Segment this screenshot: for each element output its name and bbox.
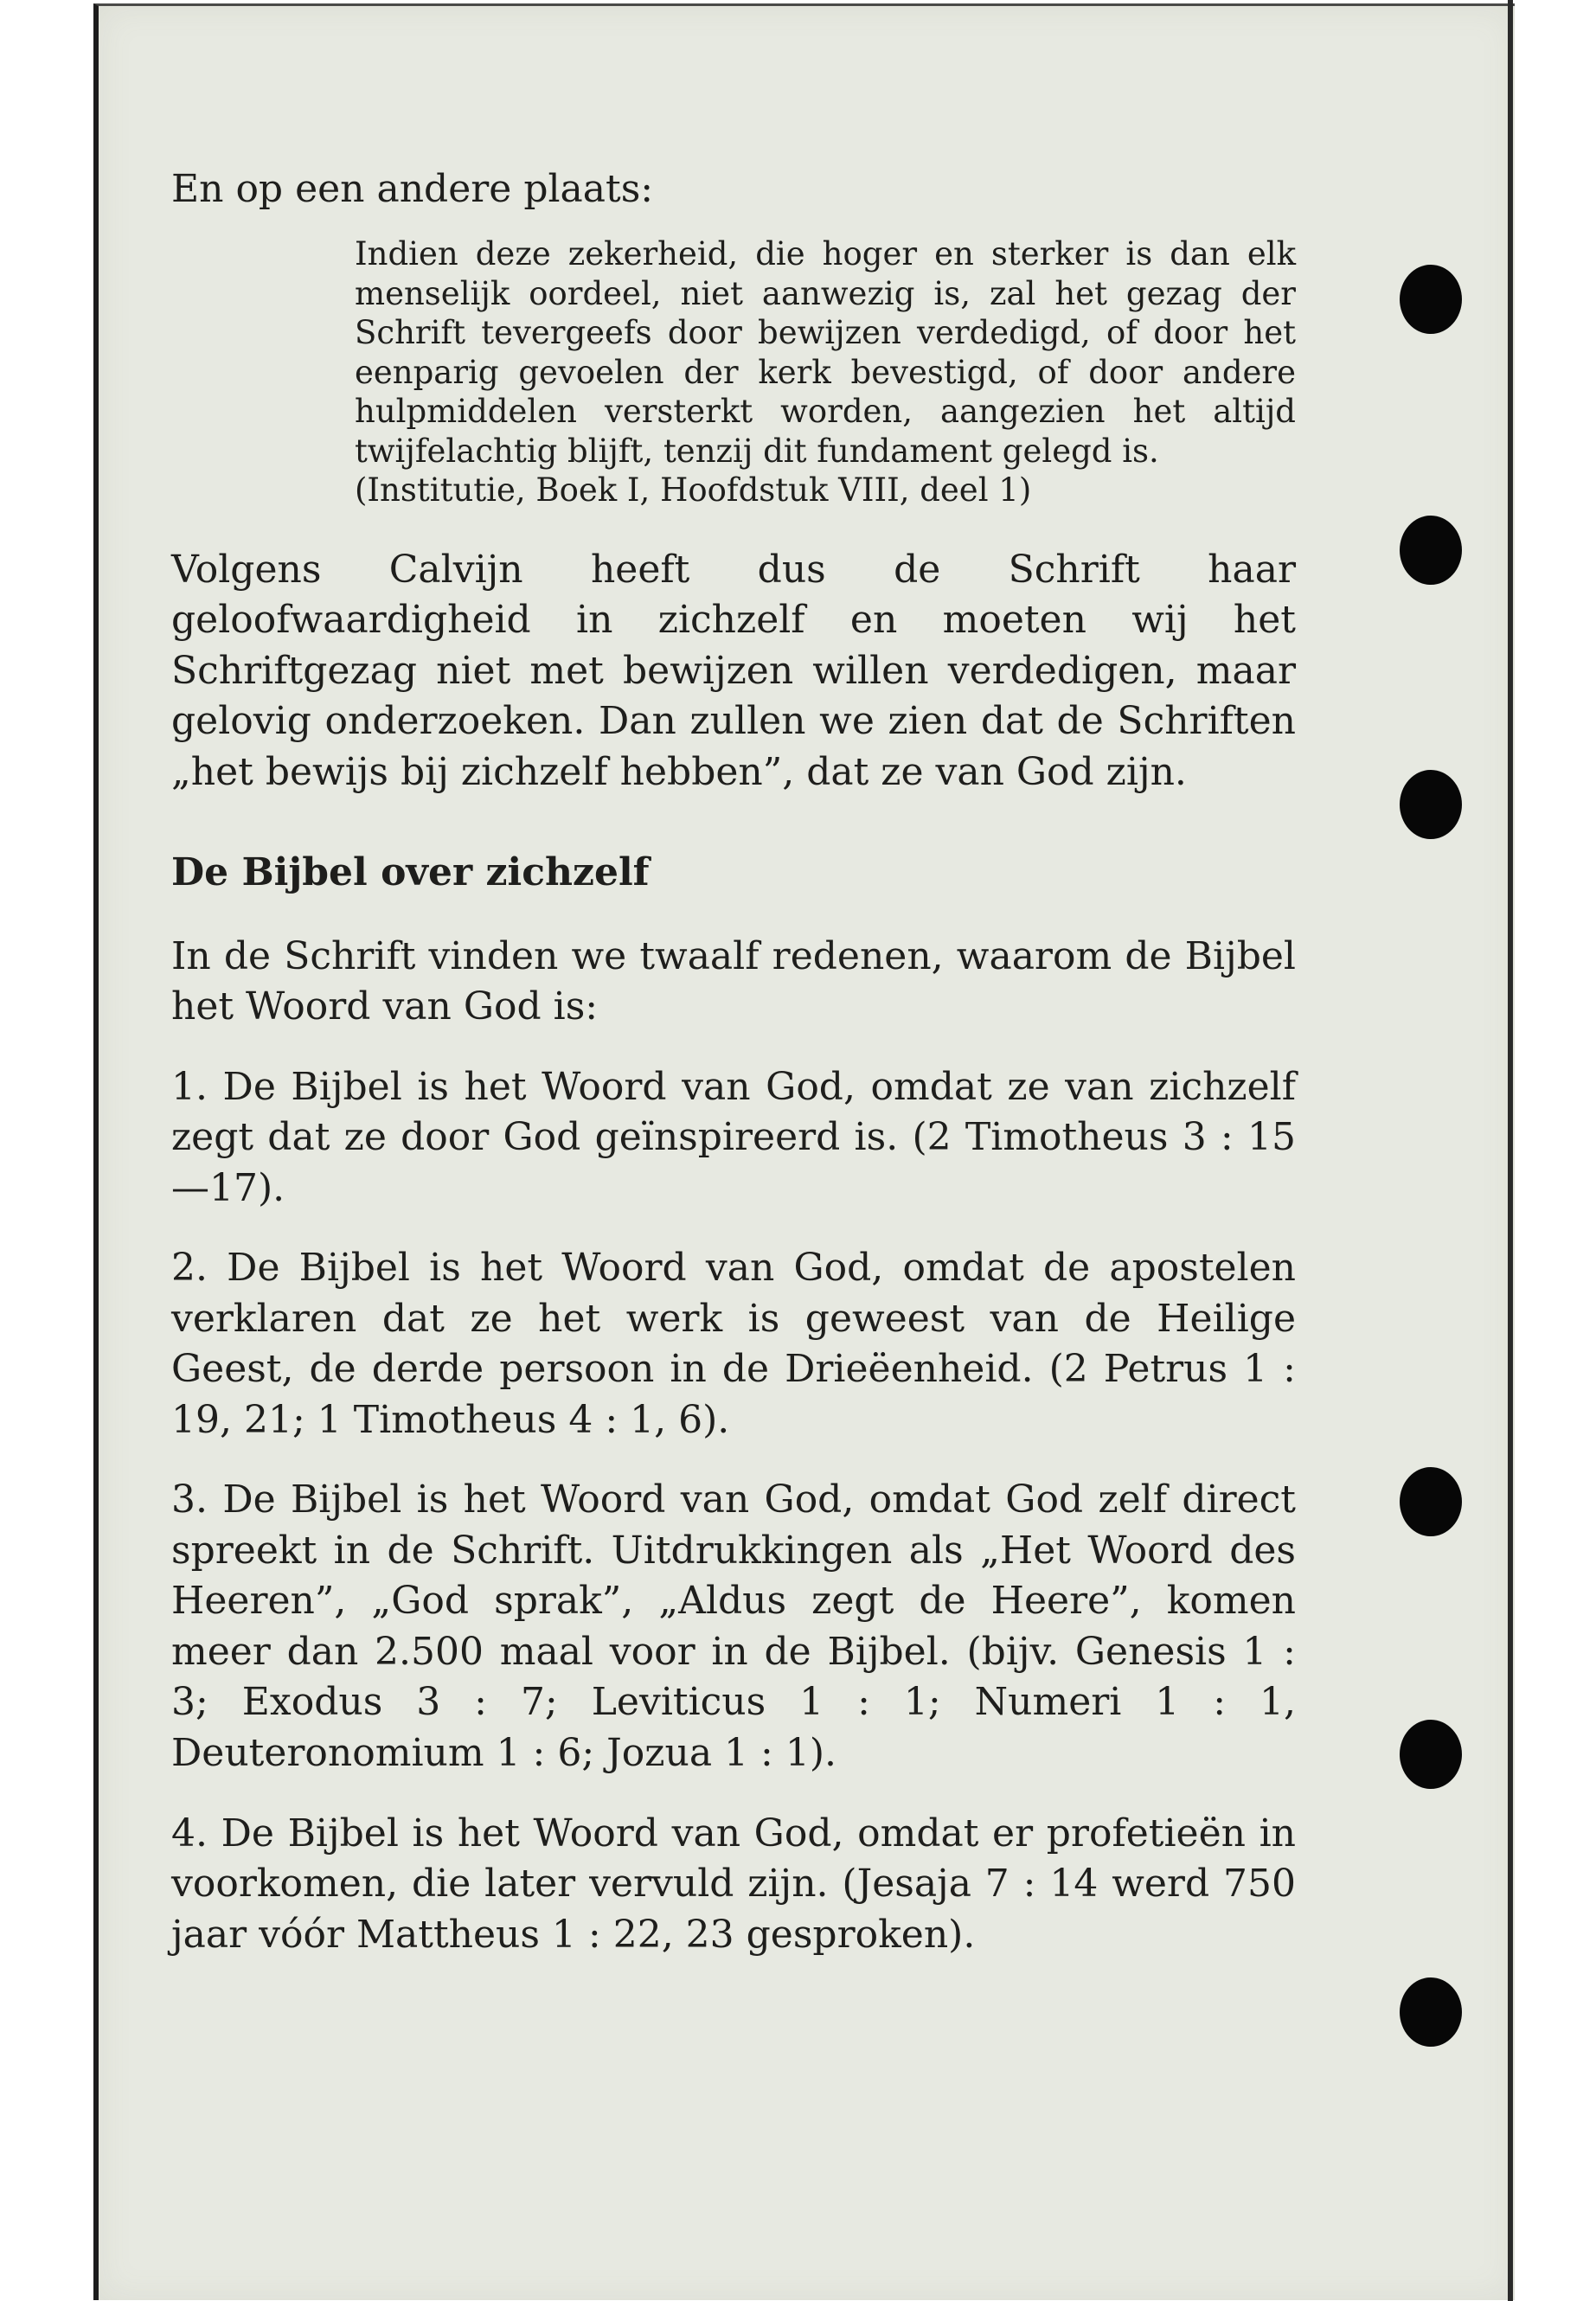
body-text [171,545,1296,1960]
punch-hole [1400,516,1462,585]
page-text [171,164,1296,1990]
list-item: 1. De Bijbel is het Woord van God, omdat ze van zichzelf zegt dat ze door God geïnspireerd is. (2 Timotheus 3 : 15—17). [171,1064,1296,1210]
list-item: 3. De Bijbel is het Woord van God, omdat God zelf direct spreekt in de Schrift. Uitdrukkingen als „Het Woord des Heeren”, „God sprak”, „Aldus zegt de Heere”, komen meer dan 2.500 maal voor in de Bijbel. (bijv. Genesis 1 : 3; Exodus 3 : 7; Leviticus 1 : 1; Numeri 1 : 1, Deuteronomium 1 : 6; Jozua 1 : 1). [171,1477,1296,1775]
list-item: 2. De Bijbel is het Woord van God, omdat de apostelen verklaren dat ze het werk is geweest van de Heilige Geest, de derde persoon in de Drieëenheid. (2 Petrus 1 : 19, 21; 1 Timotheus 4 : 1, 6). [171,1246,1296,1442]
paragraph: Volgens Calvijn heeft dus de Schrift haar geloofwaardigheid in zichzelf en moeten wij het Schriftgezag niet met bewijzen willen verdedigen, maar gelovig onderzoeken. Dan zullen we zien dat de Schriften „het bewijs bij zichzelf hebben”, dat ze van God zijn. [171,547,1296,794]
page-edge [1508,0,1513,2301]
quote-source: (Institutie, Boek I, Hoofdstuk VIII, deel 1) [355,471,1032,510]
section-heading: De Bijbel over zichzelf [171,850,650,895]
block-quote [355,234,1296,510]
intro-line: En op een andere plaats: [171,167,654,211]
punch-hole [1400,1467,1462,1536]
quote-text: Indien deze zekerheid, die hoger en sterker is dan elk menselijk oordeel, niet aanwezig is, zal het gezag der Schrift tevergeefs door bewijzen verdedigd, of door het eenparig gevoelen der kerk bevestigd, of door andere hulpmiddelen versterkt worden, aangezien het altijd twijfelachtig blijft, tenzij dit fundament gelegd is. [355,235,1296,470]
punch-hole [1400,265,1462,334]
punch-hole [1400,1720,1462,1789]
paragraph: In de Schrift vinden we twaalf redenen, waarom de Bijbel het Woord van God is: [171,933,1296,1029]
list-item: 4. De Bijbel is het Woord van God, omdat er profetieën in voorkomen, die later vervuld zijn. (Jesaja 7 : 14 werd 750 jaar vóór Mattheus 1 : 22, 23 gesproken). [171,1811,1296,1957]
punch-hole [1400,770,1462,839]
punch-hole [1400,1977,1462,2047]
